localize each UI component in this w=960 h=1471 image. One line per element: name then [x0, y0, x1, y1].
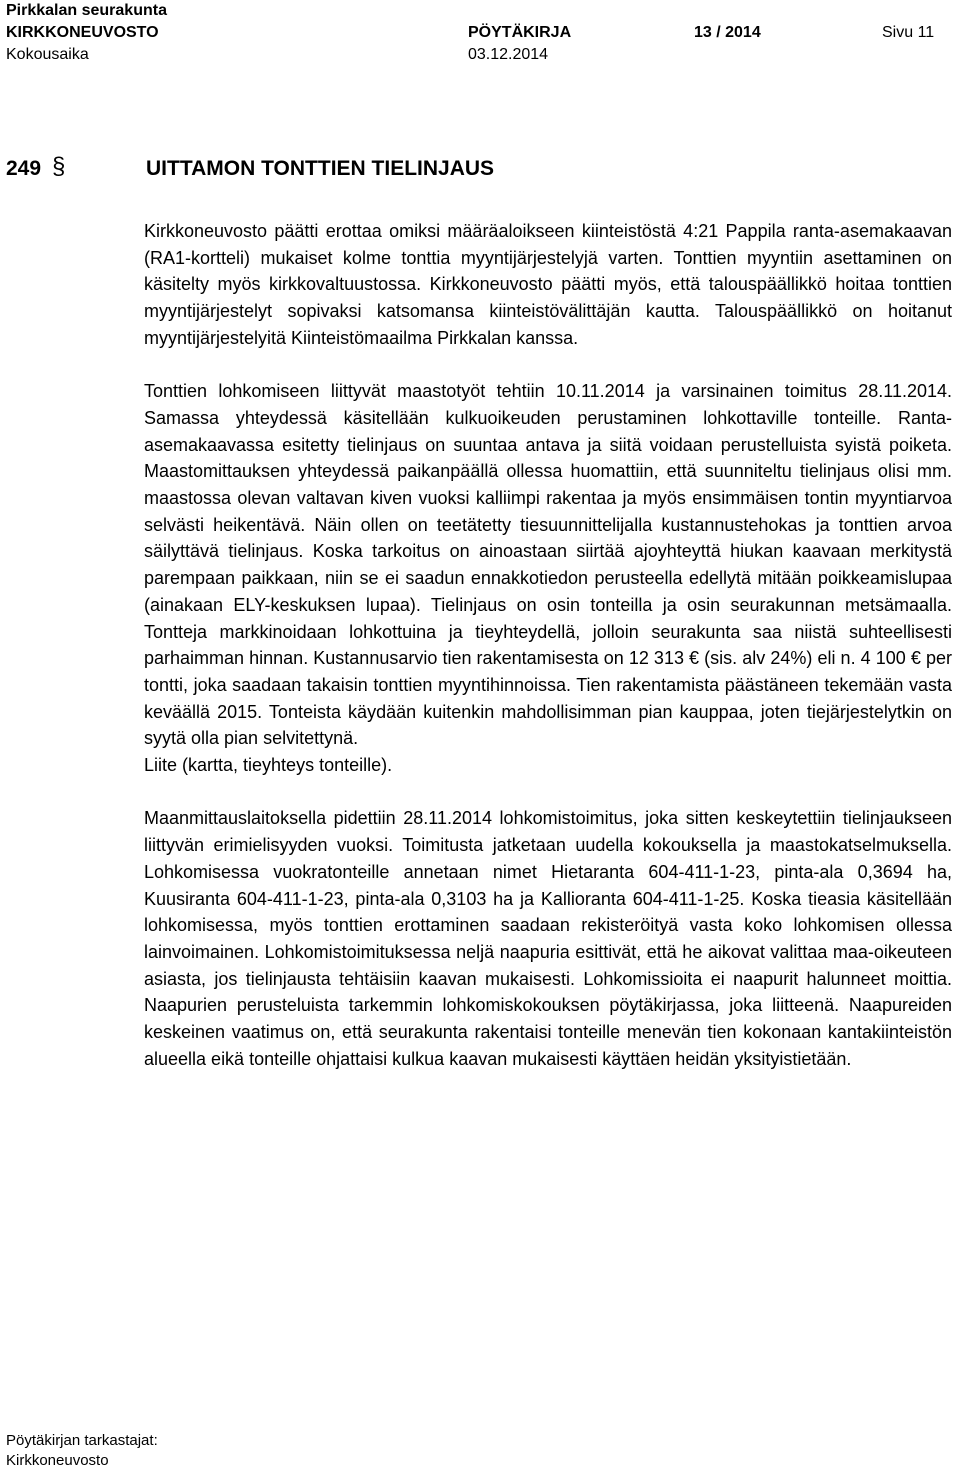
section-symbol: §: [52, 153, 66, 180]
header-row-organization: [6, 0, 946, 22]
document-footer: [6, 1431, 158, 1471]
meeting-date: 03.12.2014: [468, 46, 549, 63]
document-number: 13 / 2014: [694, 24, 761, 41]
header-row-document: [6, 22, 946, 44]
paragraph-land-survey: Maanmittauslaitoksella pidettiin 28.11.2014 lohkomistoimitus, joka sitten keskeytettiin tielinjaukseen liittyvän erimielisyyden vuoksi. Toimitusta jatketaan uudella kokouksella ja maastokatselmuksella. Lohkomisessa vuokratonteille annetaan nimet Hietaranta 604-411-1-23, pinta-ala 0,3694 ha, Kuusiranta 604-411-1-23, pinta-ala 0,3103 ha ja Kallioranta 604-411-1-25. Koska tieasia käsitellään lohkomisessa, myös tonttien erottaminen saadaan rekisteröityä vasta koko lohkomisen ollessa lainvoimainen. Lohkomistoimituksessa neljä naapuria esittivät, että he aikovat valittaa maa-oikeuteen asiasta, jos tielinjausta tehtäisiin kaavan mukaisesti. Lohkomissioita ei naapurit halunneet moittia. Naapurien perusteluista tarkemmin lohkomiskokouksen pöytäkirjassa, joka liitteenä. Naapureiden keskeinen vaatimus on, että seurakunta rakentaisi tonteille menevän tien kokonaan kantakiinteistön alueella eikä tonteille ohjattaisi kulkua kaavan mukaisesti käyttäen heidän yksityistietään.: [144, 808, 952, 1069]
header-row-meeting: [6, 44, 946, 66]
governing-body: KIRKKONEUVOSTO: [6, 24, 159, 41]
section-body: [144, 218, 952, 1072]
document-header: [6, 0, 946, 66]
organization-name: Pirkkalan seurakunta: [6, 2, 167, 19]
paragraph-spacer: [144, 779, 952, 806]
paragraph-attachment: Liite (kartta, tieyhteys tonteille).: [144, 755, 393, 776]
section-number: 249: [6, 157, 42, 180]
paragraph-road-alignment: Tonttien lohkomiseen liittyvät maastotyöt tehtiin 10.11.2014 ja varsinainen toimitus 28.11.2014. Samassa yhteydessä käsitellään kulkuoikeuden perustaminen lohkottaville tonteille. Ranta-asemakaavassa esitetty tielinjaus on suuntaa antava ja siitä voidaan perustelluista syistä poiketa. Maastomittauksen yhteydessä paikanpäällä ollessa huomattiin, että suunniteltu tielinjaus olisi mm. maastossa olevan valtavan kiven vuoksi kalliimpi rakentaa ja myös ensimmäisen tontin myyntiarvoa selvästi heikentävä. Näin ollen on teetätetty tiesuunnittelijalla kustannustehokas ja tonttien arvoa säilyttävä tielinjaus. Koska tarkoitus on ainoastaan siirtää ajoyhteyttä hiukan kaavaan merkitystä parempaan paikkaan, niin se ei saadun ennakkotiedon perusteella edellytä mitään poikkeamislupaa (ainakaan ELY-keskuksen lupaa). Tielinjaus on osin tonteilla ja osin seurakunnan metsämaalla. Tontteja markkinoidaan lohkottuina ja tieyhteydellä, jolloin seurakunta saa niistä suhteellisesti parhaimman hinnan. Kustannusarvio tien rakentamisesta on 12 313 € (sis. alv 24%) eli n. 4 100 € per tontti, joka saadaan takaisin tonttien myyntihinnoissa. Tien rakentamista päästäneen tekemään vasta keväällä 2015. Tonteista käydään kuitenkin mahdollisimman pian kauppaa, joten tiejärjestelytkin on syytä olla pian selvitettynä.: [144, 381, 952, 749]
meeting-time-label: Kokousaika: [6, 46, 89, 63]
document-type: PÖYTÄKIRJA: [468, 24, 572, 41]
paragraph-spacer: [144, 352, 952, 379]
section-title: UITTAMON TONTTIEN TIELINJAUS: [146, 157, 495, 180]
page-number: Sivu 11: [882, 24, 935, 41]
footer-body-name: Kirkkoneuvosto: [6, 1452, 109, 1469]
paragraph-decision: Kirkkoneuvosto päätti erottaa omiksi määräaloikseen kiinteistöstä 4:21 Pappila ranta-asemakaavan (RA1-kortteli) mukaiset kolme tonttia myyntijärjestelyjä varten. Tonttien myyntiin asettaminen on käsitelty myös kirkkovaltuustossa. Kirkkoneuvosto päätti myös, että talouspäällikkö hoitaa tonttien myyntijärjestelyt sopivaksi katsomansa kiinteistövälittäjän kautta. Talouspäällikkö on hoitanut myyntijärjestelyitä Kiinteistömaailma Pirkkalan kanssa.: [144, 221, 952, 348]
footer-reviewers-label: Pöytäkirjan tarkastajat:: [6, 1432, 158, 1449]
